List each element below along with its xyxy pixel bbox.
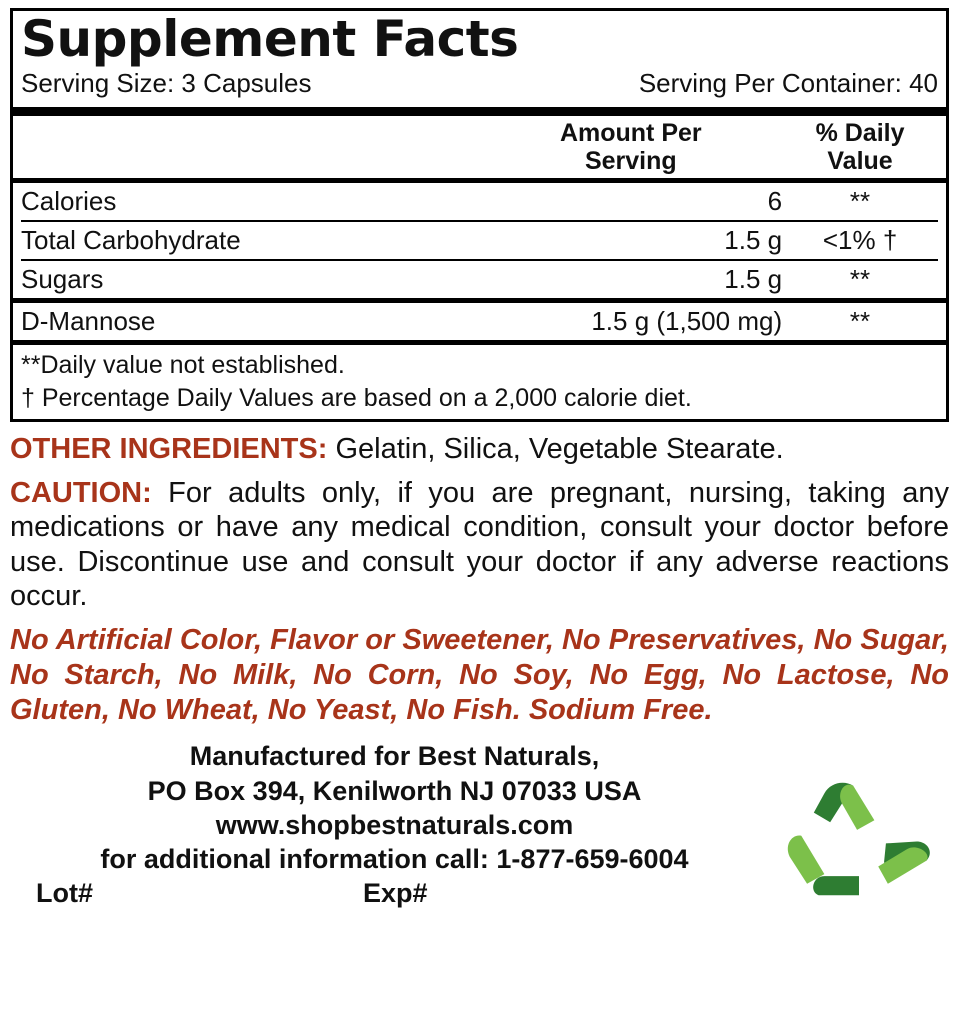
header-amount-line2: Serving: [584, 147, 677, 175]
panel-title: Supplement Facts: [21, 10, 519, 68]
nutrient-dv: **: [849, 306, 871, 336]
nutrient-dv: **: [849, 264, 871, 294]
caution-text: For adults only, if you are pregnant, nursing, taking any medications or have any medical condition, consult your doctor before use. Discontinue use and consult your doctor if any adverse reactions occur.: [10, 477, 949, 612]
recycle-icon: [779, 778, 939, 903]
footnote-percentage: † Percentage Daily Values are based on a 2,000 calorie diet.: [21, 383, 692, 412]
facts-highlight: [21, 303, 938, 340]
free-from-claims: No Artificial Color, Flavor or Sweetener, No Preservatives, No Sugar, No Starch, No Milk, No Corn, No Soy, No Egg, No Lactose, No Gluten, No Wheat, No Yeast, No Fish. Sodium Free.: [10, 624, 949, 726]
serving-size: Serving Size: 3 Capsules: [21, 68, 312, 98]
exp-date-field: Exp#: [363, 877, 428, 908]
serving-info: [21, 68, 938, 103]
table-row: [21, 303, 938, 340]
divider-thick-top: [13, 107, 946, 116]
nutrient-dv: <1% †: [782, 221, 938, 260]
lot-number-field: Lot#: [36, 877, 93, 908]
website-line: www.shopbestnaturals.com: [215, 809, 574, 840]
header-dv-line1: % Daily: [815, 119, 905, 147]
footer-block: [10, 739, 949, 908]
nutrient-amount: 1.5 g (1,500 mg): [591, 306, 783, 336]
facts-header-row: [21, 116, 938, 178]
other-ingredients-text: Gelatin, Silica, Vegetable Stearate.: [327, 433, 784, 465]
facts-table: [21, 116, 938, 178]
header-amount-line1: Amount Per: [559, 119, 702, 147]
table-row: [21, 260, 938, 298]
nutrient-amount: 1.5 g: [724, 264, 783, 294]
footnote-daily-value: **Daily value not established.: [21, 351, 345, 379]
header-blank: [21, 116, 480, 178]
nutrient-name: Sugars: [21, 264, 104, 294]
header-dv-line2: Value: [827, 147, 893, 175]
nutrient-dv: **: [782, 183, 938, 221]
header-amount-per-serving: [480, 116, 783, 178]
caution-block: [10, 476, 949, 613]
servings-per-container: Serving Per Container: 40: [638, 68, 938, 98]
phone-line: for additional information call: 1-877-659-6004: [100, 843, 689, 874]
caution-label: CAUTION:: [10, 477, 152, 510]
table-row: [21, 221, 938, 260]
nutrient-amount: 6: [480, 183, 783, 221]
other-ingredients-block: [10, 432, 949, 466]
manufacturer-line: Manufactured for Best Naturals,: [189, 741, 600, 772]
nutrient-name: D-Mannose: [21, 306, 156, 336]
other-ingredients-label: OTHER INGREDIENTS:: [10, 433, 328, 465]
table-row: [21, 183, 938, 221]
facts-rows: [21, 183, 938, 298]
nutrient-amount: 1.5 g: [480, 221, 783, 260]
supplement-label: [10, 8, 949, 909]
address-line: PO Box 394, Kenilworth NJ 07033 USA: [147, 775, 642, 806]
supplement-facts-panel: [10, 8, 949, 422]
header-daily-value: [782, 116, 938, 178]
nutrient-name: Total Carbohydrate: [21, 221, 480, 260]
nutrient-name: Calories: [21, 183, 480, 221]
